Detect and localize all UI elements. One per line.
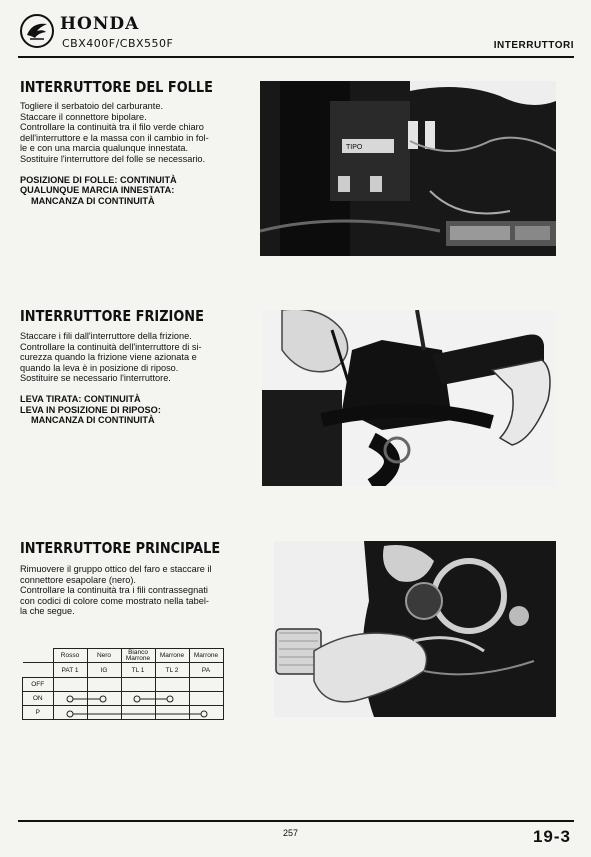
terminal-header: IG [87, 663, 121, 678]
page-code: 19-3 [532, 827, 571, 846]
continuity-node [167, 696, 173, 702]
body-line: connettore esapolare (nero). [20, 574, 136, 585]
row-label: P [23, 706, 54, 720]
photo-main-switch [274, 541, 556, 717]
section-body-main-switch [20, 564, 250, 617]
continuity-node [67, 711, 73, 717]
terminal-header: PA [189, 663, 223, 678]
section-title-main-switch: INTERRUTTORE PRINCIPALE [20, 539, 221, 557]
color-header: Nero [87, 649, 121, 663]
body-line: Togliere il serbatoio del carburante. [20, 101, 163, 111]
note-line: MANCANZA DI CONTINUITÀ [31, 415, 155, 426]
color-header: Bianco Marrone [121, 649, 155, 663]
section-title-neutral-switch: INTERRUTTORE DEL FOLLE [20, 78, 213, 96]
photo-neutral-switch [260, 81, 556, 256]
continuity-node [100, 696, 106, 702]
terminal-header: PAT 1 [53, 663, 87, 678]
body-line: le e con una marcia qualunque innestata. [20, 143, 189, 154]
terminal-header: TL 1 [121, 663, 155, 678]
body-line: Sostituire se necessario l'interruttore. [20, 373, 171, 384]
body-line: con codici di colore come mostrato nella tabel- [20, 595, 209, 606]
body-line: Controllare la continuità tra il filo verde chiaro [20, 122, 204, 133]
continuity-node [201, 711, 207, 717]
color-header: Rosso [53, 649, 87, 663]
body-line: Rimuovere il gruppo ottico del faro e staccare il [20, 564, 212, 574]
honda-wing-logo-icon [20, 14, 54, 48]
section-body-clutch-switch [20, 331, 250, 426]
section-label: INTERRUTTORI [493, 40, 574, 51]
section-title-clutch-switch: INTERRUTTORE FRIZIONE [20, 307, 204, 325]
section-body-neutral-switch [20, 101, 250, 206]
body-line: dell'interruttore e la massa con il cambio in fol- [20, 132, 209, 143]
model-names: CBX400F/CBX550F [62, 37, 174, 50]
continuity-node [134, 696, 140, 702]
photo-clutch-switch [262, 310, 556, 486]
body-line: Staccare i fili dall'interruttore della frizione. [20, 331, 192, 341]
body-line: Staccare il connettore bipolare. [20, 111, 147, 122]
header-rule [18, 56, 574, 58]
footer-rule [18, 820, 574, 822]
note-line: LEVA IN POSIZIONE DI RIPOSO: [20, 404, 161, 415]
brand-name: HONDA [60, 14, 140, 34]
body-line: la che segue. [20, 606, 75, 617]
body-line: Controllare la continuità tra i fili contrassegnati [20, 585, 208, 596]
continuity-table [22, 648, 224, 720]
body-line: curezza quando la frizione viene azionata e [20, 352, 197, 363]
color-header: Marrone [189, 649, 223, 663]
page-number: 257 [283, 828, 299, 838]
note-line: MANCANZA DI CONTINUITÀ [31, 195, 155, 206]
row-label: OFF [23, 678, 54, 692]
note-line: QUALUNQUE MARCIA INNESTATA: [20, 185, 175, 196]
note-line: LEVA TIRATA: CONTINUITÀ [20, 393, 141, 404]
body-line: Sostituire l'interruttore del folle se necessario. [20, 153, 206, 164]
body-line: quando la leva è in posizione di riposo. [20, 362, 179, 373]
row-label: ON [23, 692, 54, 706]
page-header [18, 10, 574, 54]
color-header: Marrone [155, 649, 189, 663]
note-line: POSIZIONE DI FOLLE: CONTINUITÀ [20, 174, 177, 185]
continuity-links [22, 648, 227, 728]
body-line: Controllare la continuità dell'interruttore di si- [20, 341, 202, 352]
terminal-header: TL 2 [155, 663, 189, 678]
continuity-node [67, 696, 73, 702]
photo-label: TIPO [346, 144, 363, 151]
